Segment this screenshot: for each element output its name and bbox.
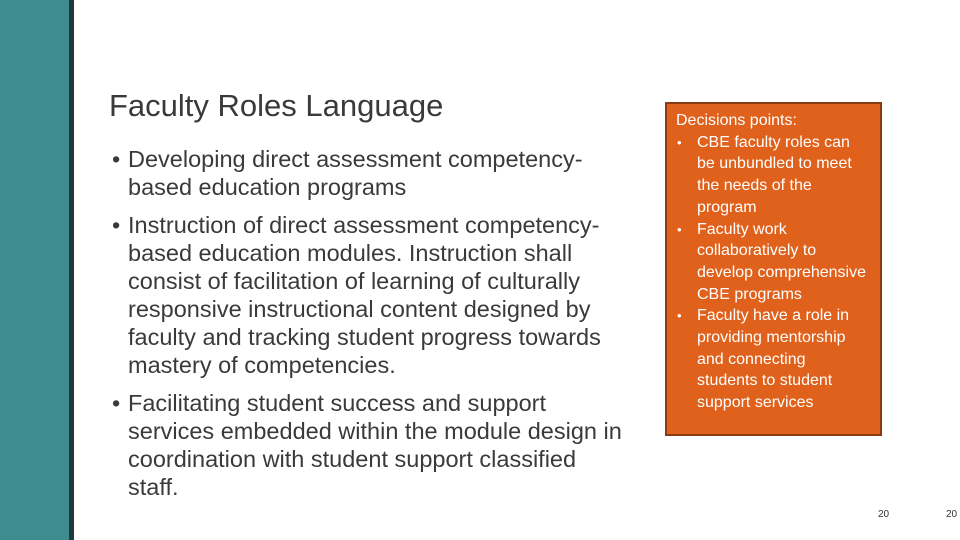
callout-item-text: Faculty work collaboratively to develop comprehensive CBE programs (697, 220, 866, 303)
callout-item (676, 132, 870, 219)
bullet-text: Instruction of direct assessment competency-based education modules. Instruction shall consist of facilitation of learning of culturally responsive instructional content designed by faculty and tracking student progress towards mastery of competencies. (128, 212, 601, 378)
left-accent-band (0, 0, 69, 540)
bullet-item (112, 211, 632, 379)
callout-item (676, 219, 870, 306)
left-accent-rule (69, 0, 74, 540)
main-bullet-list (112, 145, 632, 511)
bullet-icon: • (677, 221, 682, 237)
bullet-item (112, 145, 632, 201)
page-number: 20 (946, 509, 958, 520)
decisions-callout-box (665, 102, 882, 436)
bullet-icon: • (677, 134, 682, 150)
page-number: 20 (878, 509, 890, 520)
callout-heading: Decisions points: (676, 112, 797, 129)
callout-list (676, 132, 870, 414)
bullet-text: Developing direct assessment competency-based education programs (128, 146, 583, 200)
callout-item-text: Faculty have a role in providing mentorship and connecting students to student support services (697, 307, 850, 412)
bullet-icon: • (112, 212, 121, 238)
bullet-icon: • (677, 308, 682, 324)
bullet-text: Facilitating student success and support services embedded within the module design in coordination with student support classified staff. (128, 390, 622, 500)
bullet-icon: • (112, 390, 121, 416)
bullet-icon: • (112, 146, 121, 172)
callout-item (676, 305, 870, 414)
bullet-item (112, 389, 632, 501)
slide-title: Faculty Roles Language (109, 88, 444, 123)
callout-item-text: CBE faculty roles can be unbundled to meet the needs of the program (697, 133, 852, 216)
